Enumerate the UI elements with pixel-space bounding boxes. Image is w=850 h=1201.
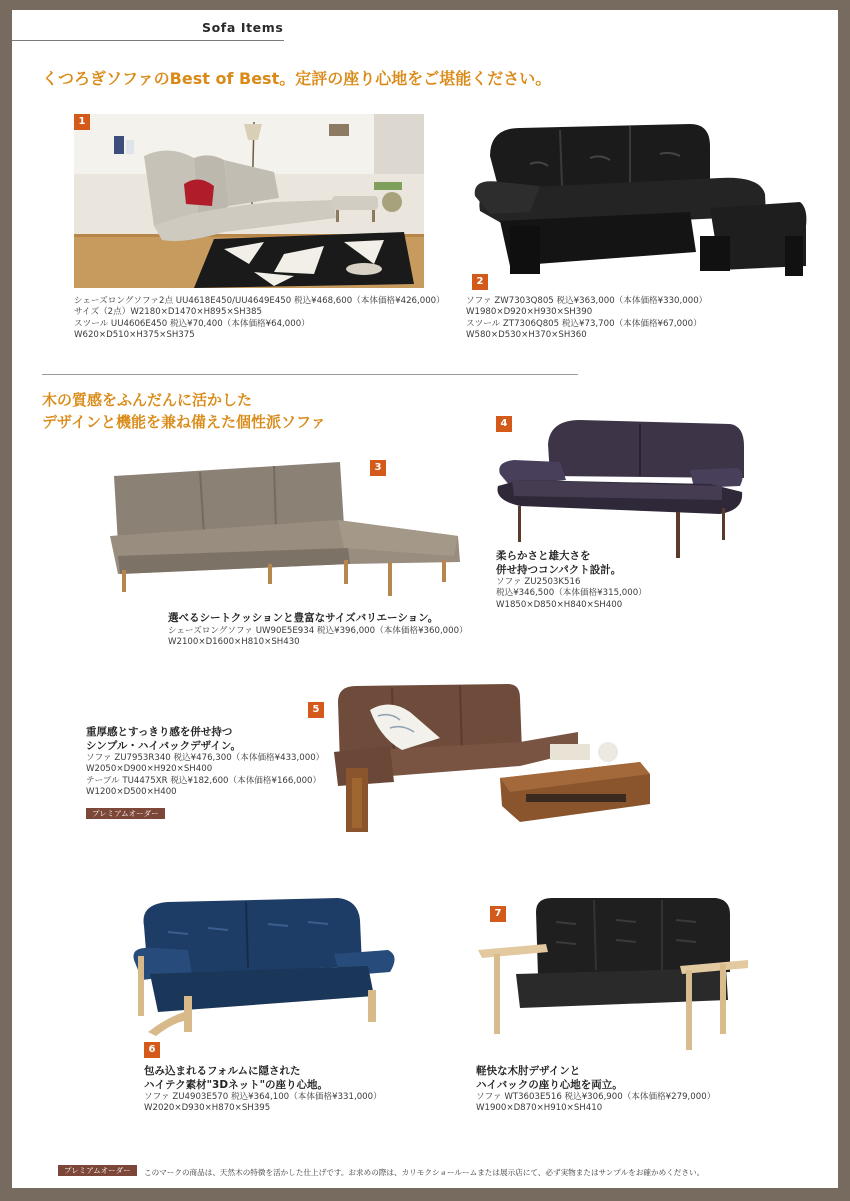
item-2-caption xyxy=(466,296,707,342)
section-divider xyxy=(42,374,578,375)
item-1-line: スツール UU4606E450 税込¥70,400（本体価格¥64,000） xyxy=(74,318,310,329)
item-3-photo xyxy=(108,456,464,606)
item-1-caption xyxy=(74,296,445,342)
item-1-photo xyxy=(74,114,424,288)
headline-wood xyxy=(42,389,326,433)
item-5-line: テーブル TU4475XR 税込¥182,600（本体価格¥166,000） xyxy=(86,775,322,786)
item-4-tagline: 柔らかさと雄大さを xyxy=(496,550,591,562)
item-6-line: W2020×D930×H870×SH395 xyxy=(144,1103,271,1114)
item-6-photo xyxy=(128,896,402,1044)
item-3-line: W2100×D1600×H810×SH430 xyxy=(168,636,300,647)
section-tab-underline xyxy=(12,40,284,41)
headline-wood-line: デザインと機能を兼ね備えた個性派ソファ xyxy=(42,413,326,431)
item-2-line: W580×D530×H370×SH360 xyxy=(466,330,587,341)
item-6-tagline: ハイテク素材"3Dネット"の座り心地。 xyxy=(144,1078,329,1091)
item-5-line: ソファ ZU7953R340 税込¥476,300（本体価格¥433,000） xyxy=(86,753,325,763)
item-5-number: 5 xyxy=(308,702,324,718)
item-7-tagline: 軽快な木肘デザインと xyxy=(476,1065,581,1077)
headline-wood-line: 木の質感をふんだんに活かした xyxy=(42,391,253,409)
item-7-photo xyxy=(476,892,750,1052)
item-4-tagline: 併せ持つコンパクト設計。 xyxy=(496,563,622,576)
item-4-number: 4 xyxy=(496,416,512,432)
item-6-caption xyxy=(144,1065,382,1115)
item-7-line: ソファ WT3603E516 税込¥306,900（本体価格¥279,000） xyxy=(476,1092,716,1102)
section-tab: Sofa Items xyxy=(202,20,284,35)
item-7-number: 7 xyxy=(490,906,506,922)
footer-premium-order-badge: プレミアムオーダー xyxy=(58,1165,137,1176)
item-5-premium-order-badge: プレミアムオーダー xyxy=(86,808,165,819)
item-6-tagline: 包み込まれるフォルムに隠された xyxy=(144,1065,301,1077)
item-2-line: ソファ ZW7303Q805 税込¥363,000（本体価格¥330,000） xyxy=(466,296,708,306)
item-1-line: シェーズロングソファ2点 UU4618E450/UU4649E450 税込¥468,600（本体価格¥426,000） xyxy=(74,296,445,306)
item-3-tagline: 選べるシートクッションと豊富なサイズバリエーション。 xyxy=(168,612,439,624)
item-7-tagline: ハイバックの座り心地を両立。 xyxy=(476,1078,623,1091)
item-4-line: ソファ ZU2503K516 xyxy=(496,577,581,587)
item-6-number: 6 xyxy=(144,1042,160,1058)
item-5-line: W2050×D900×H920×SH400 xyxy=(86,764,213,775)
item-3-number: 3 xyxy=(370,460,386,476)
item-4-photo xyxy=(490,414,746,562)
item-7-line: W1900×D870×H910×SH410 xyxy=(476,1103,603,1114)
item-5-line: W1200×D500×H400 xyxy=(86,787,177,798)
item-5-tagline: シンプル・ハイバックデザイン。 xyxy=(86,739,242,752)
item-3-line: シェーズロングソファ UW90E5E934 税込¥396,000（本体価格¥360,000） xyxy=(168,625,468,636)
item-3-caption xyxy=(168,612,468,648)
headline-top: くつろぎソファのBest of Best。定評の座り心地をご堪能ください。 xyxy=(42,69,552,88)
item-7-caption xyxy=(476,1065,715,1115)
catalog-page xyxy=(12,10,838,1188)
item-5-tagline: 重厚感とすっきり感を併せ持つ xyxy=(86,726,233,738)
item-1-line: W620×D510×H375×SH375 xyxy=(74,330,195,341)
item-5-photo xyxy=(330,682,660,842)
item-2-number: 2 xyxy=(472,274,488,290)
item-6-line: ソファ ZU4903E570 税込¥364,100（本体価格¥331,000） xyxy=(144,1092,382,1102)
item-4-line: W1850×D850×H840×SH400 xyxy=(496,599,623,610)
item-2-line: スツール ZT7306Q805 税込¥73,700（本体価格¥67,000） xyxy=(466,318,702,329)
item-4-caption xyxy=(496,550,647,611)
footer-note: このマークの商品は、天然木の特徴を活かした仕上げです。お求めの際は、カリモクショールームまたは展示店にて、必ず実物またはサンプルをお確かめください。 xyxy=(144,1168,705,1177)
item-4-line: 税込¥346,500（本体価格¥315,000） xyxy=(496,588,647,599)
item-2-line: W1980×D920×H930×SH390 xyxy=(466,307,593,318)
item-5-caption xyxy=(86,726,324,799)
item-2-photo xyxy=(470,116,810,288)
item-1-line: サイズ（2点）W2180×D1470×H895×SH385 xyxy=(74,307,262,318)
item-1-number: 1 xyxy=(74,114,90,130)
